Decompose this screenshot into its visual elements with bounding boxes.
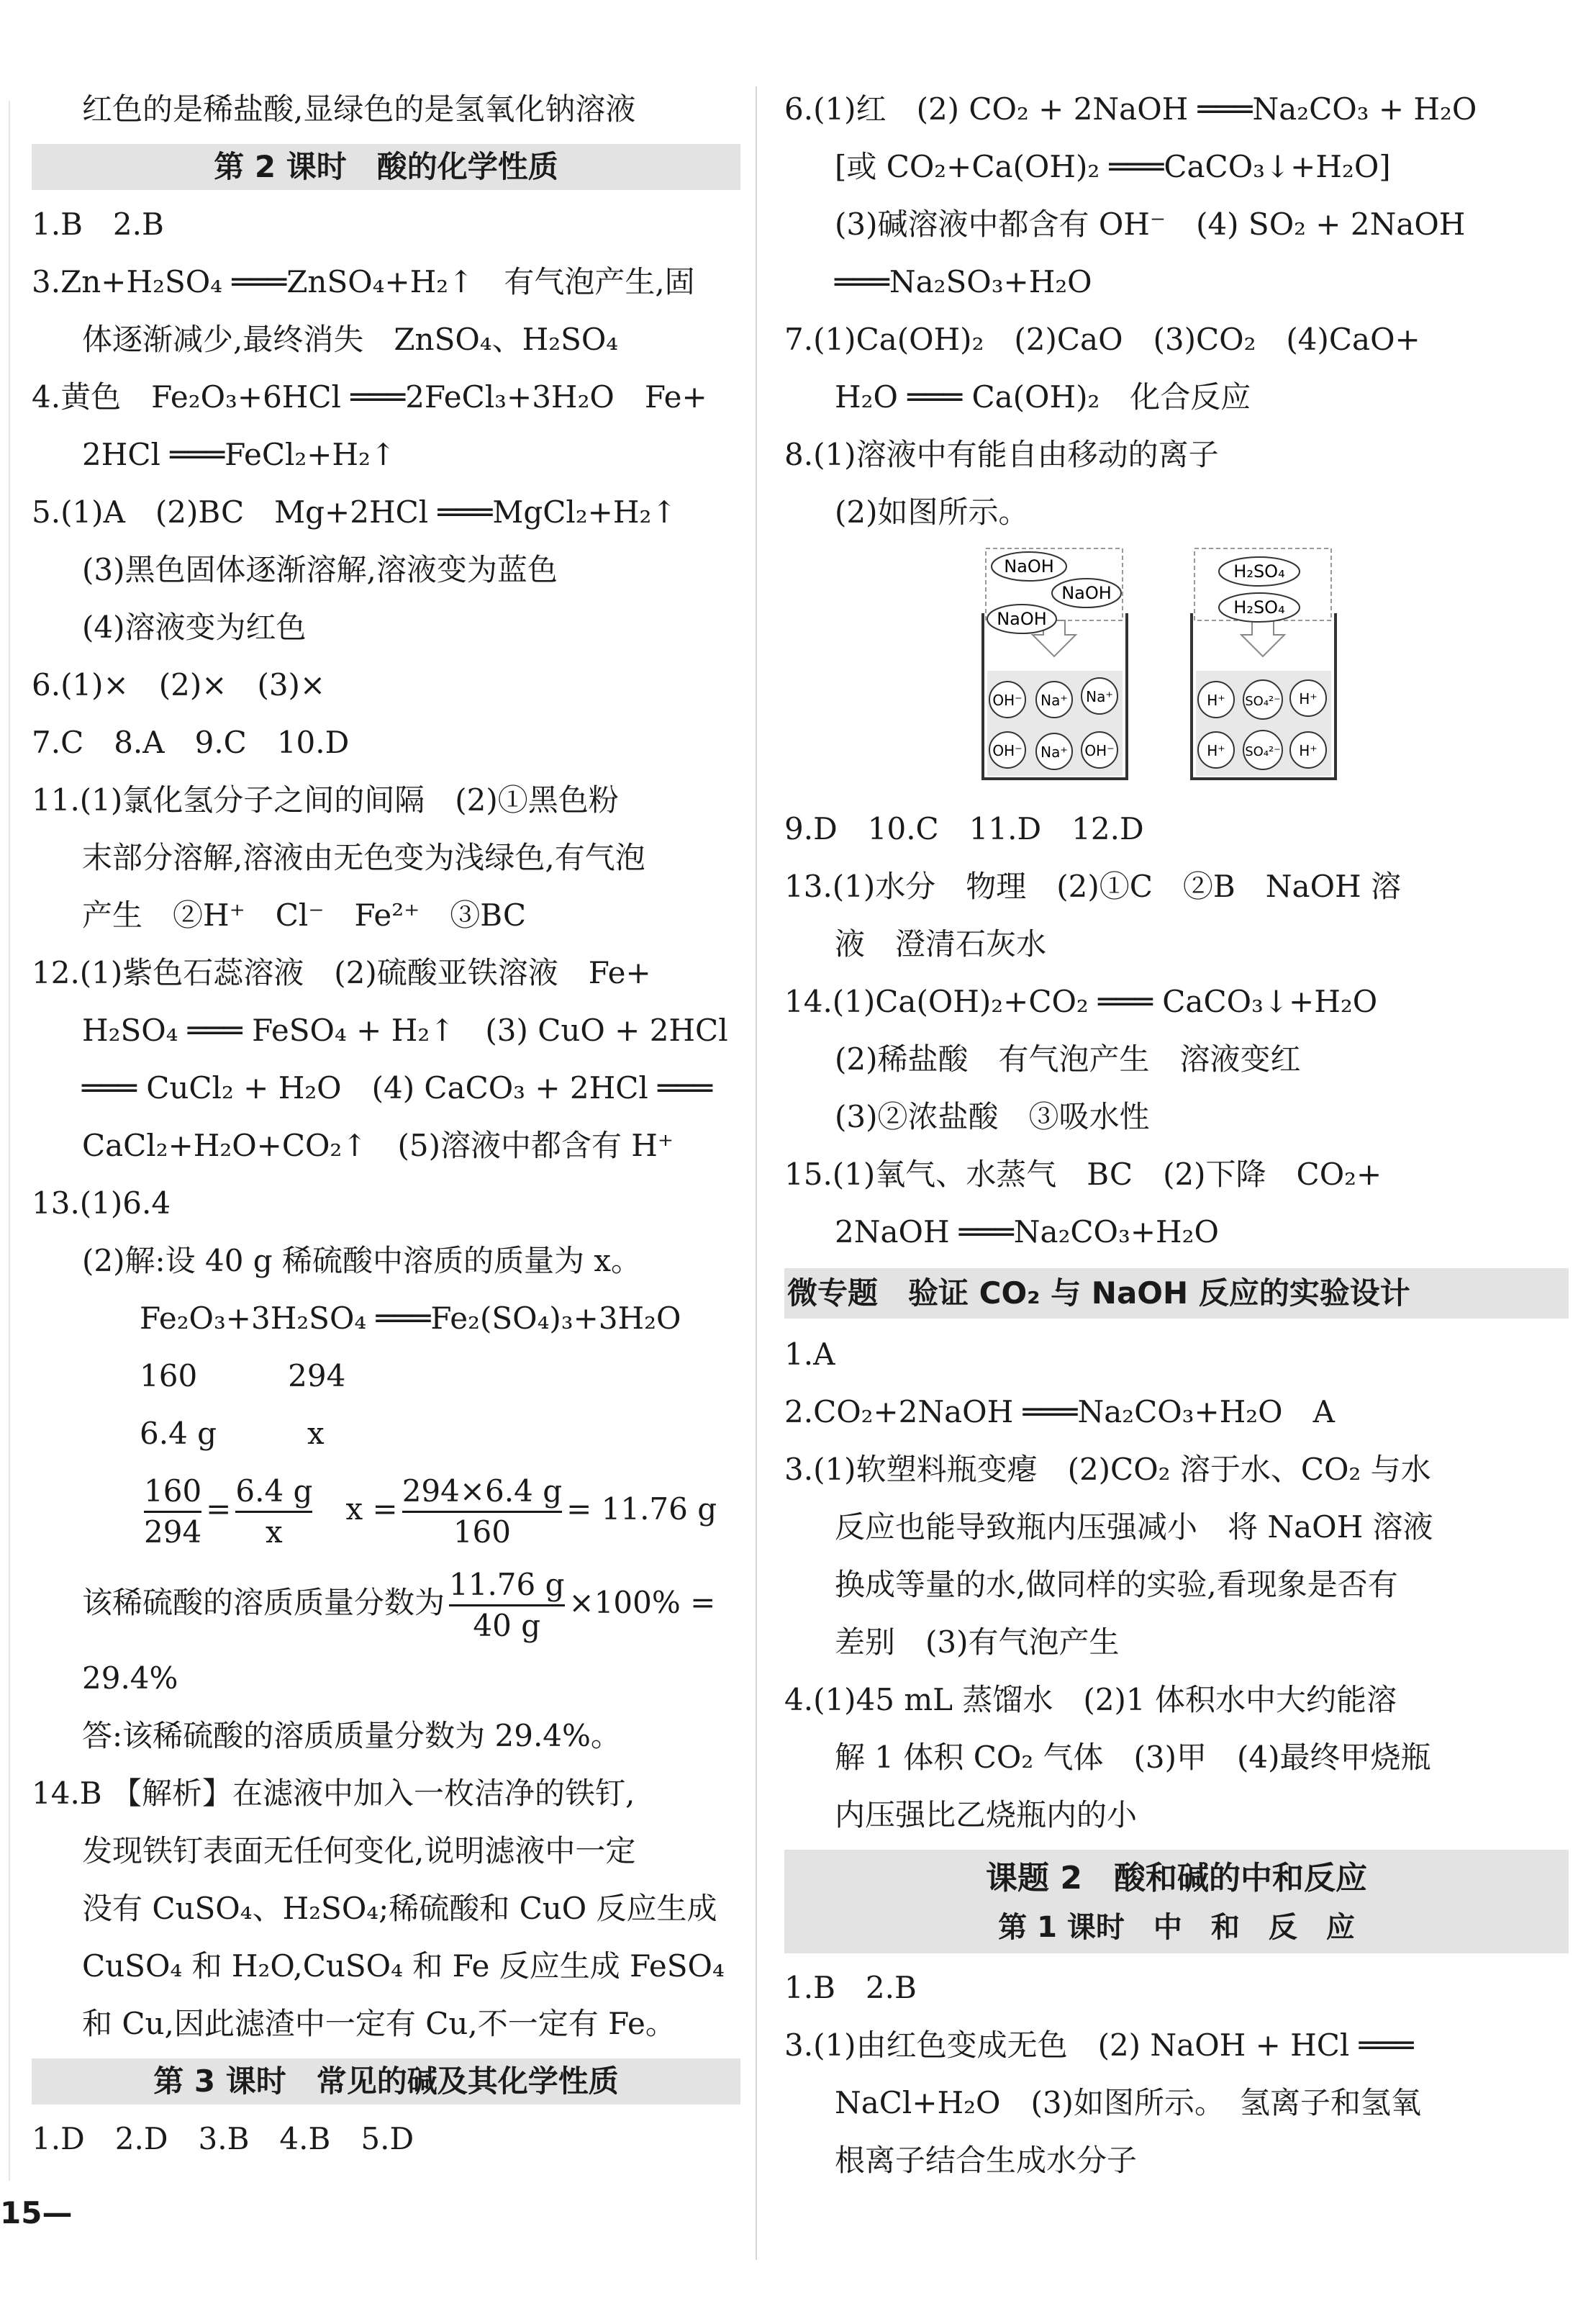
- ion-label: OH⁻: [992, 742, 1023, 759]
- molecule-label: NaOH: [1004, 556, 1054, 577]
- answer-line: H₂O ═══ Ca(OH)₂ 化合反应: [835, 379, 1251, 415]
- answer-line: 3.(1)软塑料瓶变瘪 (2)CO₂ 溶于水、CO₂ 与水: [784, 1452, 1431, 1487]
- answer-line: (4)溶液变为红色: [82, 610, 307, 645]
- ion-label: H⁺: [1299, 742, 1318, 759]
- section-heading-topic2: [784, 1850, 1569, 1953]
- ion-label: Na⁺: [1040, 692, 1068, 709]
- answer-line: 1.B 2.B: [32, 207, 164, 242]
- naoh-beaker: [983, 548, 1127, 779]
- page-number: 15—: [0, 2195, 73, 2230]
- ion-label: SO₄²⁻: [1245, 744, 1281, 759]
- answer-line: (2)稀盐酸 有气泡产生 溶液变红: [835, 1041, 1301, 1077]
- answer-line: 体逐渐减少,最终消失 ZnSO₄、H₂SO₄: [82, 322, 619, 357]
- column-divider: [756, 86, 757, 2260]
- answer-line: 换成等量的水,做同样的实验,看现象是否有: [835, 1567, 1398, 1602]
- answer-line: H₂SO₄ ═══ FeSO₄ + H₂↑ (3) CuO + 2HCl: [82, 1013, 728, 1048]
- answer-line: 12.(1)紫色石蕊溶液 (2)硫酸亚铁溶液 Fe+: [32, 955, 651, 990]
- beaker-diagram-svg: [979, 541, 1425, 793]
- molecule-label: H₂SO₄: [1233, 561, 1285, 582]
- fraction: $\frac{160}{294}$: [144, 1473, 202, 1550]
- answer-line: 1.B 2.B: [784, 1970, 917, 2005]
- answer-line: 根离子结合生成水分子: [835, 2143, 1138, 2178]
- answer-line: (2)解:设 40 g 稀硫酸中溶质的质量为 x。: [82, 1243, 642, 1278]
- answer-line: 2NaOH ═══Na₂CO₃+H₂O: [835, 1214, 1219, 1249]
- answer-line: (3)黑色固体逐渐溶解,溶液变为蓝色: [82, 552, 558, 587]
- answer-line: ═══ CuCl₂ + H₂O (4) CaCO₃ + 2HCl ═══: [82, 1070, 713, 1106]
- fraction: $\frac{11.76 g}{40 g}$: [449, 1566, 565, 1643]
- ion-label: SO₄²⁻: [1245, 694, 1281, 709]
- answer-line: 和 Cu,因此滤渣中一定有 Cu,不一定有 Fe。: [82, 2006, 676, 2041]
- answer-line: 29.4%: [82, 1660, 178, 1696]
- section-heading-special-topic: 微专题 验证 CO₂ 与 NaOH 反应的实验设计: [784, 1268, 1569, 1319]
- answer-line: 14.(1)Ca(OH)₂+CO₂ ═══ CaCO₃↓+H₂O: [784, 984, 1378, 1019]
- answer-line: 2HCl ═══FeCl₂+H₂↑: [82, 437, 396, 472]
- answer-line: 4.黄色 Fe₂O₃+6HCl ═══2FeCl₃+3H₂O Fe+: [32, 379, 707, 415]
- answer-line: 2.CO₂+2NaOH ═══Na₂CO₃+H₂O A: [784, 1394, 1335, 1429]
- h2so4-beaker: [1192, 548, 1336, 779]
- ion-label: H⁺: [1207, 692, 1225, 709]
- answer-line: 8.(1)溶液中有能自由移动的离子: [784, 437, 1219, 472]
- fraction: $\frac{6.4 g}{x}$: [235, 1473, 313, 1550]
- answer-line: 3.Zn+H₂SO₄ ═══ZnSO₄+H₂↑ 有气泡产生,固: [32, 264, 695, 299]
- ion-label: OH⁻: [992, 692, 1023, 709]
- topic-title: 课题 2 酸和碱的中和反应: [986, 1860, 1367, 1897]
- answer-line: (2)如图所示。: [835, 494, 1029, 530]
- answer-line: 4.(1)45 mL 蒸馏水 (2)1 体积水中大约能溶: [784, 1682, 1397, 1717]
- answer-line: 反应也能导致瓶内压强减小 将 NaOH 溶液: [835, 1509, 1433, 1545]
- answer-line: 13.(1)水分 物理 (2)①C ②B NaOH 溶: [784, 869, 1401, 904]
- answer-line: (3)碱溶液中都含有 OH⁻ (4) SO₂ + 2NaOH: [835, 207, 1466, 242]
- molecule-label: H₂SO₄: [1233, 597, 1285, 618]
- answer-line: 15.(1)氧气、水蒸气 BC (2)下降 CO₂+: [784, 1157, 1382, 1192]
- beaker-diagram: [979, 541, 1569, 800]
- answer-line: 末部分溶解,溶液由无色变为浅绿色,有气泡: [82, 840, 645, 875]
- equation-line: Fe₂O₃+3H₂SO₄ ═══Fe₂(SO₄)₃+3H₂O: [140, 1301, 681, 1336]
- answer-line: 13.(1)6.4: [32, 1185, 171, 1221]
- answer-line: (3)②浓盐酸 ③吸水性: [835, 1099, 1150, 1134]
- answer-line: 没有 CuSO₄、H₂SO₄;稀硫酸和 CuO 反应生成: [82, 1891, 717, 1926]
- proportion-line: $\frac{160}{294}$ = $\frac{6.4 g}{x}$ x = $\frac{294\times 6.4 g}{160}$ = 11.76 g: [32, 1463, 740, 1556]
- answer-line: 发现铁钉表面无任何变化,说明滤液中一定: [82, 1833, 636, 1868]
- lesson-title: 第 1 课时 中 和 反 应: [998, 1911, 1355, 1944]
- text-line: 红色的是稀盐酸,显绿色的是氢氧化钠溶液: [82, 91, 636, 127]
- mass-line: 160 294: [140, 1358, 346, 1393]
- answer-line: 内压强比乙烧瓶内的小: [835, 1797, 1138, 1832]
- ion-label: H⁺: [1207, 742, 1225, 759]
- answer-line: 产生 ②H⁺ Cl⁻ Fe²⁺ ③BC: [82, 898, 527, 933]
- answer-line: 答:该稀硫酸的溶质质量分数为 29.4%。: [82, 1718, 621, 1753]
- right-column: [784, 81, 1569, 2189]
- answer-line: 5.(1)A (2)BC Mg+2HCl ═══MgCl₂+H₂↑: [32, 494, 677, 530]
- answer-line: 1.A: [784, 1337, 835, 1372]
- answer-line: 6.(1)红 (2) CO₂ + 2NaOH ═══Na₂CO₃ + H₂O: [784, 91, 1477, 127]
- answer-line: 解 1 体积 CO₂ 气体 (3)甲 (4)最终甲烧瓶: [835, 1740, 1431, 1775]
- answer-line: 差别 (3)有气泡产生: [835, 1624, 1120, 1660]
- percent-line: 该稀硫酸的溶质质量分数为 $\frac{11.76 g}{40 g}$ ×100% =: [32, 1556, 740, 1650]
- ion-label: H⁺: [1299, 690, 1318, 708]
- molecule-label: NaOH: [1061, 583, 1112, 603]
- answer-line: CaCl₂+H₂O+CO₂↑ (5)溶液中都含有 H⁺: [82, 1128, 674, 1163]
- ion-label: Na⁺: [1040, 743, 1068, 761]
- answer-line: 液 澄清石灰水: [835, 926, 1047, 962]
- ion-label: OH⁻: [1084, 742, 1115, 759]
- answer-line: 3.(1)由红色变成无色 (2) NaOH + HCl ═══: [784, 2027, 1414, 2063]
- ion-label: Na⁺: [1086, 688, 1113, 705]
- left-margin-line: [9, 101, 10, 2181]
- answer-line: 6.(1)× (2)× (3)×: [32, 667, 326, 702]
- answer-line: CuSO₄ 和 H₂O,CuSO₄ 和 Fe 反应生成 FeSO₄: [82, 1948, 725, 1984]
- fraction: $\frac{294\times 6.4 g}{160}$: [402, 1473, 563, 1550]
- answer-line: [或 CO₂+Ca(OH)₂ ═══CaCO₃↓+H₂O]: [835, 149, 1391, 184]
- section-heading-lesson3: 第 3 课时 常见的碱及其化学性质: [32, 2058, 740, 2105]
- answer-line: 9.D 10.C 11.D 12.D: [784, 811, 1144, 846]
- answer-line: 7.(1)Ca(OH)₂ (2)CaO (3)CO₂ (4)CaO+: [784, 322, 1420, 357]
- mass-line: 6.4 g x: [140, 1416, 325, 1451]
- answer-line: NaCl+H₂O (3)如图所示。 氢离子和氢氧: [835, 2085, 1421, 2120]
- answer-line: 11.(1)氯化氢分子之间的间隔 (2)①黑色粉: [32, 782, 619, 818]
- section-heading-lesson2: 第 2 课时 酸的化学性质: [32, 144, 740, 190]
- answer-line: ═══Na₂SO₃+H₂O: [835, 264, 1092, 299]
- answer-line: 1.D 2.D 3.B 4.B 5.D: [32, 2121, 414, 2156]
- left-column: [32, 81, 740, 2168]
- molecule-label: NaOH: [997, 609, 1047, 629]
- answer-line: 7.C 8.A 9.C 10.D: [32, 725, 350, 760]
- answer-line: 14.B 【解析】在滤液中加入一枚洁净的铁钉,: [32, 1776, 635, 1811]
